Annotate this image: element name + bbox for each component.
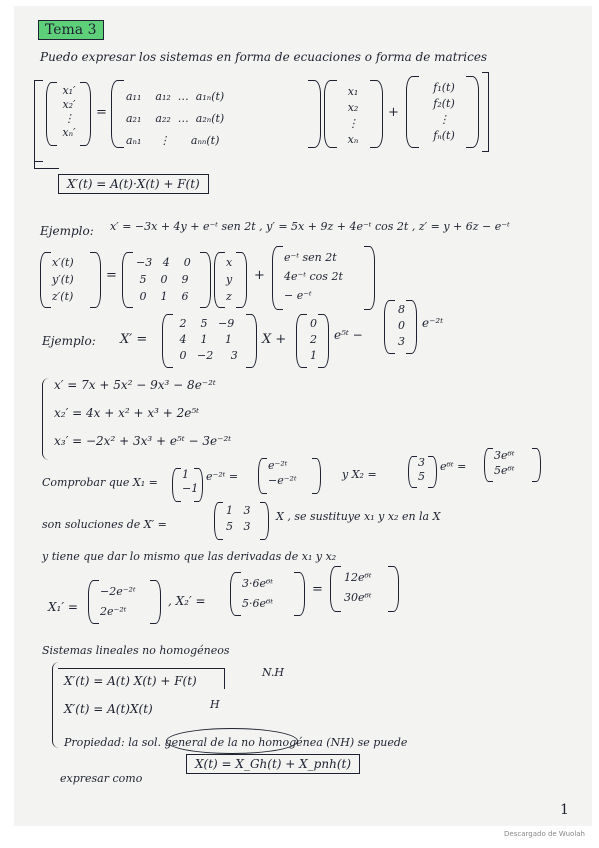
paren [90, 252, 101, 308]
paren [308, 80, 321, 148]
exp-2: e⁻²ᵗ [422, 316, 444, 330]
tag-nh: N.H [262, 666, 285, 679]
paren [296, 314, 307, 368]
paren [388, 566, 399, 612]
paren [330, 566, 341, 612]
x-prime-label: X′ = [120, 332, 148, 347]
paren [364, 246, 375, 310]
coefficient-matrix: −3 4 0 5 0 9 0 1 6 [136, 256, 191, 303]
property-text: Propiedad: la sol. general de la no homogénea (NH) se puede [64, 736, 408, 749]
footer-credit: Descargado de Wuolah [504, 830, 585, 838]
derivative-2: 3·6e⁶ᵗ 5·6e⁶ᵗ [242, 577, 274, 610]
system-line: x₃′ = −2x² + 3x³ + e⁵ᵗ − 3e⁻²ᵗ [54, 434, 232, 448]
paren [272, 246, 283, 310]
paren [258, 458, 267, 494]
paren [150, 580, 161, 624]
equals-sign: = [312, 582, 323, 597]
section-heading: Sistemas lineales no homogéneos [42, 644, 230, 657]
system-matrix: 1 3 5 3 [226, 504, 251, 533]
paren [406, 76, 419, 148]
plus-sign: + [388, 105, 399, 120]
paren [466, 76, 479, 148]
paren [312, 458, 321, 494]
underline-box [58, 668, 225, 689]
paren [246, 314, 257, 368]
derivative-3: 12e⁶ᵗ 30e⁶ᵗ [344, 571, 372, 604]
derivative-label: , X₂′ = [168, 594, 206, 608]
paren [236, 252, 247, 308]
check-text: y X₂ = [342, 468, 377, 481]
nonhomogeneous-equation: X′(t) = A(t) X(t) + F(t) [64, 674, 197, 688]
equals-sign: = [106, 268, 117, 283]
check-text: Comprobar que X₁ = [42, 476, 158, 489]
x1-vector: 1 −1 [182, 468, 199, 495]
example-label: Ejemplo: [40, 224, 94, 238]
connector [34, 160, 59, 169]
x1-result: e⁻²ᵗ −e⁻²ᵗ [268, 459, 297, 487]
paren [111, 80, 124, 148]
paren [194, 468, 203, 502]
check-text: X , se sustituye x₁ y x₂ en la X [276, 510, 441, 523]
paren [260, 502, 269, 540]
plus-sign: + [254, 268, 265, 283]
vector-1: 0 2 1 [310, 317, 317, 362]
paren [230, 572, 241, 616]
a-matrix: a₁₁ a₁₂ … a₁ₙ(t) a₂₁ a₂₂ … a₂ₙ(t) aₙ₁ ⋮ aₙₙ(t) [126, 90, 225, 147]
example-label: Ejemplo: [42, 334, 96, 348]
check-text: son soluciones de X′ = [42, 518, 167, 531]
check-text: e⁶ᵗ = [440, 460, 467, 473]
paren [172, 468, 181, 502]
highlight-oval [166, 728, 298, 754]
x-plus: X + [262, 332, 287, 347]
paren [214, 252, 225, 308]
derivative-label: X₁′ = [48, 600, 78, 614]
derivative-1: −2e⁻²ᵗ 2e⁻²ᵗ [100, 585, 136, 618]
forcing-vector: e⁻ᵗ sen 2t 4e⁻ᵗ cos 2t − e⁻ᵗ [284, 251, 343, 302]
var-vector: x y z [226, 256, 233, 303]
lhs-vector: x′(t) y′(t) z′(t) [52, 256, 74, 303]
paren [484, 448, 493, 482]
property-text: expresar como [60, 772, 143, 785]
paren [408, 456, 417, 488]
system-brace [42, 378, 49, 460]
page-title: Tema 3 [38, 22, 104, 38]
outer-bracket-left [34, 80, 43, 162]
example-2-matrix: 2 5 −9 4 1 1 0 −2 3 [179, 317, 238, 362]
equals-sign: = [96, 105, 107, 120]
paren [406, 300, 417, 354]
paren [162, 314, 173, 368]
paren [370, 80, 383, 148]
page-number: 1 [560, 802, 569, 818]
homogeneous-equation: X′(t) = A(t)X(t) [64, 702, 153, 716]
tag-h: H [210, 698, 220, 711]
check-text: y tiene que dar lo mismo que las derivadas de x₁ y x₂ [42, 550, 337, 563]
paren [214, 502, 223, 540]
paren [318, 314, 329, 368]
general-solution-box: X(t) = X_Gh(t) + X_pnh(t) [186, 754, 360, 774]
paren [532, 448, 541, 482]
paren [40, 252, 51, 308]
paren [294, 572, 305, 616]
f-vector: f₁(t) f₂(t) ⋮ fₙ(t) [433, 81, 455, 142]
example-1-equation: x′ = −3x + 4y + e⁻ᵗ sen 2t , y′ = 5x + 9z + 4e⁻ᵗ cos 2t , z′ = y + 6z − e⁻ᵗ [110, 220, 510, 233]
system-line: x′ = 7x + 5x² − 9x³ − 8e⁻²ᵗ [54, 378, 216, 392]
paren [80, 82, 91, 146]
paren [122, 252, 133, 308]
notebook-page [14, 6, 592, 826]
x2-vector: 3 5 [418, 456, 425, 483]
paren [88, 580, 99, 624]
matrix-equation-box: X′(t) = A(t)·X(t) + F(t) [58, 174, 209, 194]
paren [428, 456, 437, 488]
outer-bracket-right [482, 72, 489, 152]
check-text: e⁻²ᵗ = [206, 470, 239, 483]
paren [324, 80, 337, 148]
paren [384, 300, 395, 354]
exp-1: e⁵ᵗ − [334, 328, 363, 342]
paren [46, 82, 57, 146]
x-prime-vector: x₁′ x₂′ ⋮ xₙ′ [62, 84, 76, 139]
intro-text: Puedo expresar los sistemas en forma de ecuaciones o forma de matrices [40, 50, 488, 64]
vector-2: 8 0 3 [398, 303, 405, 348]
x-vector: x₁ x₂ ⋮ xₙ [347, 85, 359, 146]
system-line: x₂′ = 4x + x² + x³ + 2e⁵ᵗ [54, 406, 200, 420]
paren [200, 252, 211, 308]
x2-result: 3e⁶ᵗ 5e⁶ᵗ [494, 449, 515, 477]
